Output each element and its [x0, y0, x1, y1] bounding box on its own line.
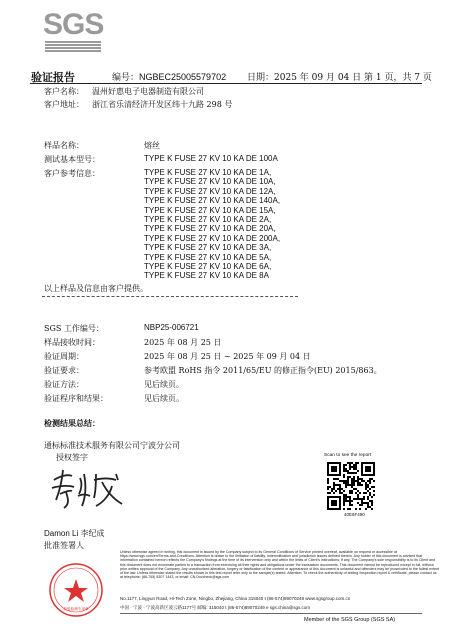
page-number: 第 1 页，共 7 页 [364, 73, 432, 83]
sample-name-label: 样品名称： [44, 141, 84, 150]
report-number [112, 70, 226, 83]
ref-item: TYPE K FUSE 27 KV 10 KA DE 20A, [144, 224, 276, 234]
requirement-label: 验证要求： [44, 366, 84, 375]
ref-item: TYPE K FUSE 27 KV 10 KA DE 6A, [144, 262, 272, 272]
client-name-value: 温州好惠电子电器制造有限公司 [92, 87, 204, 96]
ref-item: TYPE K FUSE 27 KV 10 KA DE 2A, [144, 215, 272, 225]
footer-address-en: No.1177, Lingyun Road, Hi-Tech Zone, Ningbo, Zhejiang, China 315040 t (86-574)89070249 www.sgsgroup.com.cn [120, 596, 351, 601]
sgs-no-label: SGS 工作编号： [44, 324, 104, 333]
client-address-value: 浙江省乐清经济开发区纬十九路 298 号 [92, 100, 233, 109]
number-label: 编号： [112, 73, 140, 83]
logo-text: SGS [43, 8, 104, 41]
client-name-label: 客户名称： [44, 87, 84, 96]
date-value: 2025 年 09 月 04 日 [274, 73, 362, 83]
handwritten-signature [46, 466, 136, 516]
footer-address-cn: 中国 · 宁波 · 宁波高新区凌云路1177号 邮编: 315040 t (86-574)89070249 e sgs.china@sgs.com [120, 605, 311, 610]
report-date [247, 70, 361, 83]
company-name: 通标标准技术服务有限公司宁波分公司 [44, 441, 180, 450]
procedure-label: 验证程序和结果： [44, 394, 108, 403]
signer-role: 批准签署人 [44, 541, 84, 550]
qr-caption: Scan to see the report [324, 453, 372, 458]
logo-bars [45, 41, 101, 53]
period-label: 验证周期： [44, 352, 84, 361]
sgs-logo [43, 10, 103, 52]
received-label: 样品接收时间： [44, 338, 100, 347]
ref-item: TYPE K FUSE 27 KV 10 KA DE 12A, [144, 186, 276, 196]
section-divider [42, 296, 298, 297]
model-value: TYPE K FUSE 27 KV 10 KA DE 100A [144, 154, 278, 163]
qr-code-icon[interactable] [327, 462, 375, 510]
report-title: 验证报告 [31, 71, 75, 84]
ref-item: TYPE K FUSE 27 KV 10 KA DE 200A, [144, 233, 281, 243]
ref-item: TYPE K FUSE 27 KV 10 KA DE 140A, [144, 196, 281, 206]
received-value: 2025 年 08 月 25 日 [144, 338, 222, 347]
ref-item: TYPE K FUSE 27 KV 10 KA DE 10A, [144, 177, 276, 187]
inspection-stamp [48, 562, 104, 618]
number-value: NGBEC25005579702 [139, 72, 227, 82]
client-address-label: 客户地址： [44, 100, 84, 109]
sgs-group-member: Member of the SGS Group (SGS SA) [304, 617, 396, 623]
signer-name: Damon Li 李纪成 [44, 529, 105, 538]
ref-item: TYPE K FUSE 27 KV 10 KA DE 5A, [144, 252, 272, 262]
footer-divider [120, 613, 422, 614]
header-divider [30, 83, 422, 84]
period-value: 2025 年 08 月 25 日 ~ 2025 年 09 月 04 日 [144, 352, 311, 361]
model-label: 测试基本型号： [44, 155, 100, 164]
method-label: 验证方法： [44, 380, 84, 389]
method-value: 见后续页。 [144, 380, 184, 389]
stamp-text: 检验检测专用章 [63, 607, 89, 611]
footer-disclaimer: Unless otherwise agreed in writing, this document is issued by the Company subject to its General Conditions of Service printed overleaf, available on request or accessible at https://www.sgs.com/en/Terms-and-Conditions. Attention is drawn to the limitation of liability, indemnification and jurisdiction issues defined therein. Any holder of this document is advised that information contained hereon reflects the Company's findings at the time of its intervention only and within the limits of Client's instructions, if any. The Company's sole responsibility is to its Client and this document does not exonerate parties to a transaction from exercising all their rights and obligations under the transaction documents. This document cannot be reproduced except in full, without prior written approval of the Company. Any unauthorized alteration, forgery or falsification of the content or appearance of this document is unlawful and offenders may be prosecuted to the fullest extent of the law. Unless otherwise stated the results shown in this test report refer only to the sample(s) tested. Attention: To check the authenticity of testing /inspection report & certificate, please contact us at telephone: (86-755) 8307 1443, or email: CN.Doccheck@sgs.com [120, 550, 440, 580]
ref-item: TYPE K FUSE 27 KV 10 KA DE 8A [144, 271, 269, 281]
sample-name-value: 熔丝 [144, 141, 160, 150]
requirement-value: 参考欧盟 RoHS 指令 2011/65/EU 的修正指令(EU) 2015/863。 [144, 366, 382, 375]
client-ref-list [144, 168, 280, 281]
ref-item: TYPE K FUSE 27 KV 10 KA DE 15A, [144, 205, 276, 215]
qr-code-id: 40E6F490 [344, 512, 365, 517]
sgs-no-value: NBP25-006721 [144, 323, 199, 332]
ref-item: TYPE K FUSE 27 KV 10 KA DE 1A, [144, 168, 272, 177]
authorized-signature-label: 授权签字 [56, 453, 88, 462]
date-label: 日期： [247, 73, 275, 83]
sample-note: 以上样品及信息由客户提供。 [44, 284, 148, 293]
ref-item: TYPE K FUSE 27 KV 10 KA DE 3A, [144, 243, 272, 253]
results-summary-label: 检测结果总结： [44, 418, 100, 428]
procedure-value: 见后续页。 [144, 394, 184, 403]
client-ref-label: 客户参考信息： [44, 169, 100, 178]
